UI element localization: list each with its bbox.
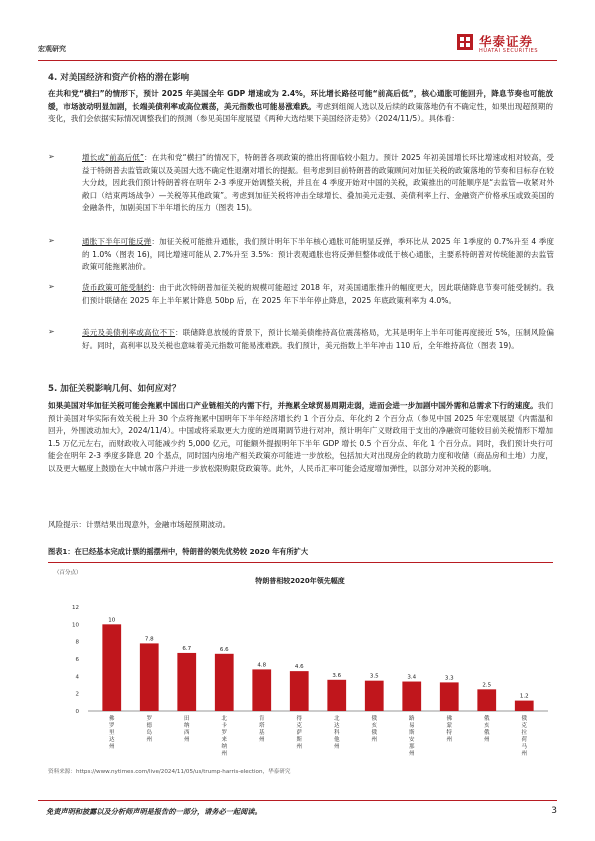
category-label-char: 俄 [483, 716, 490, 722]
section-5-plain: 我们预计美国对华实际有效关税上升 30 个点将拖累中国明年下半年经济增长约 1 个百分点、年化约 2 个百分点（参见中国 2025 年宏观展望《内需温和回升，外围波动加大》，2024/11/4）。中国或将采取更大力度的逆周期调节进行对冲，预计明年广义财政用于支出的净融资可能较目前关税情形下增加 1.5 万亿元左右，而财政收入可能减少约 5,000 亿元，可能额外提振明年下半年 GDP 增长 0.5 个百分点、年化 1 个百分点。同时，我们预计央行可能会在明年 2-3 季度多降息 20 个基点，同时国内房地产相关政策亦可能进一步放松，包括加大对出现房企的救助力度和收储（商品房和土地）力度，以及更大幅度上鼓励在大中城市落户并进一步放松限购限贷政策等。此外，人民币汇率可能会适度增加弹性，以部分对冲关税的影响。 [48, 401, 553, 473]
category-label-char: 得 [296, 716, 303, 722]
category-label-char: 德 [146, 723, 153, 729]
category-label-char: 拉 [521, 730, 528, 736]
category-label-char: 州 [146, 737, 153, 743]
bar-value-label: 2.5 [482, 682, 492, 689]
category-label-char: 纳 [183, 723, 190, 729]
category-label-char: 州 [296, 744, 303, 750]
bar [515, 701, 534, 711]
category-label-char: 罗 [108, 723, 115, 729]
category-label-char: 岛 [146, 730, 153, 736]
section-4-title: 4. 对美国经济和资产价格的潜在影响 [48, 73, 190, 83]
chart-unit-label: （百分点） [54, 570, 82, 576]
category-label-char: 基 [258, 730, 265, 736]
category-label-char: 路 [408, 716, 415, 722]
category-label-char: 罗 [146, 716, 153, 722]
category-label-char: 北 [333, 716, 340, 722]
bullet-head: 货币政策可能受制约 [82, 283, 152, 292]
arrow-bullet-icon: ➢ [48, 236, 55, 245]
category-label-char: 俄 [371, 716, 378, 722]
bar [290, 671, 309, 711]
category-label-char: 纳 [221, 744, 228, 750]
category-label-char: 肯 [258, 716, 265, 722]
bar-value-label: 3.3 [444, 675, 454, 682]
bar [252, 669, 271, 711]
category-label-char: 卡 [221, 723, 228, 729]
category-label-char: 那 [408, 744, 415, 750]
section-5-body [48, 400, 553, 476]
swing-state-bar-chart [48, 565, 553, 760]
category-label-char: 州 [183, 737, 190, 743]
category-label-char: 州 [221, 751, 228, 757]
y-tick-label: 4 [75, 674, 79, 681]
category-label-char: 达 [108, 737, 115, 743]
bar-value-label: 10 [108, 617, 116, 624]
section-tag: 宏观研究 [38, 45, 66, 53]
category-label-char: 佛 [446, 716, 453, 722]
category-label-char: 易 [408, 723, 415, 729]
intro-plain: 考虑到组阁人选以及后续的政策落地仍有不确定性，如果出现超预期的变化，我们会依据实际情况调整我们的预测（参见美国年度展望《两种大选结果下美国经济走势》（2024/11/5）。具体看： [48, 101, 554, 124]
bar-value-label: 3.4 [407, 674, 417, 681]
category-label-char: 州 [521, 751, 528, 757]
bar-value-label: 1.2 [519, 693, 529, 700]
disclaimer: 免责声明和披露以及分析师声明是报告的一部分，请务必一起阅读。 [46, 807, 262, 816]
bar [365, 681, 384, 711]
bar [477, 689, 496, 711]
bar-value-label: 6.7 [182, 645, 192, 652]
category-label-char: 俄 [521, 716, 528, 722]
intro-bold: 在共和党“横扫”的情形下，预计 2025 年美国全年 GDP 增速或为 2.4%，环比增长路径可能“前高后低”，核心通胀可能回升，降息节奏也可能放缓，市场波动明显加剧，长端美债利率或高位震荡，美元指数也可能易涨难跌。 [48, 89, 553, 111]
y-tick-label: 6 [75, 657, 79, 663]
category-label-char: 亥 [483, 723, 490, 729]
huatai-logo [457, 32, 557, 58]
category-label-char: 亥 [371, 723, 378, 729]
bar [215, 654, 234, 711]
figure-source: 资料来源：https://www.nytimes.com/live/2024/11/05/us/trump-harris-election，华泰研究 [48, 769, 291, 775]
section-5-bold: 如果美国对华加征关税可能会拖累中国出口产业链相关的内需下行，并拖累全球贸易周期走弱，进而会进一步加剧中国外需和总需求下行的速度。 [48, 401, 538, 410]
logo-text-en: HUATAI SECURITIES [479, 48, 539, 54]
bar-value-label: 3.5 [369, 673, 379, 680]
bar [177, 653, 196, 711]
category-label-char: 斯 [408, 730, 415, 736]
section-5-title: 5. 加征关税影响几何、如何应对？ [48, 384, 181, 394]
bullet-body: ：在共和党“横扫”的情况下，特朗普各项政策的推出将面临较小阻力。预计 2025 年初美国增长环比增速或相对较高，受益于特朗普去监管政策以及美国大选不确定性退潮对增长的提振。但考虑到目前特朗普的政策顾问对加征关税的政策落地的节奏和目标存在较大分歧，因此我们预计特朗普将在明年 2-3 季度开始调整关税，并且在 4 季度开始对中国的关税，政策推出的可能顺序是“去监管—收紧对外敞口（结束两场战争）—关税等其他政策”。考虑到加征关税将冲击全球增长、叠加美元走强、美债利率上行、金融资产价格承压或致美国的金融条件，加剧美国下半年增长的压力（图表 15)。 [82, 153, 555, 213]
huatai-logo-icon [457, 34, 473, 50]
category-label-char: 州 [446, 737, 453, 743]
category-label-char: 州 [333, 744, 340, 750]
bar [140, 643, 159, 711]
y-tick-label: 12 [72, 605, 79, 611]
category-label-char: 斯 [296, 737, 303, 743]
arrow-bullet-icon: ➢ [48, 152, 55, 161]
category-label-char: 克 [296, 723, 303, 729]
page-header [38, 36, 557, 61]
category-label-char: 特 [446, 730, 453, 736]
bullet-body: ：加征关税可能推升通胀，我们预计明年下半年核心通胀可能明显反弹，季环比从 2025 年 1季度的 0.7%升至 4 季度的 1.0%（图表 16)，同比增速可能从 2.7%升至 3.5%：预计表观通胀也将反弹但整体或低于核心通胀，主要系特朗普对传统能源的去监管政策可能拖累油价。 [82, 237, 554, 272]
bar-value-label: 7.8 [144, 636, 154, 643]
arrow-bullet-icon: ➢ [48, 282, 55, 291]
category-label-char: 州 [408, 751, 415, 757]
category-label-char: 里 [108, 730, 115, 736]
y-tick-label: 8 [75, 639, 79, 646]
category-label-char: 俄 [483, 730, 490, 736]
category-label-char: 蒙 [446, 723, 453, 729]
category-label-char: 佛 [108, 716, 115, 722]
category-label-char: 罗 [221, 730, 228, 736]
bar-value-label: 6.6 [219, 646, 229, 653]
y-tick-label: 10 [72, 622, 79, 629]
bullet-head: 通胀下半年可能反弹 [82, 237, 152, 246]
chart-category-labels [109, 714, 528, 757]
bar [402, 682, 421, 711]
chart-title: 特朗普相较2020年领先幅度 [255, 577, 345, 585]
category-label-char: 州 [258, 737, 265, 743]
bar [440, 682, 459, 711]
category-label-char: 他 [333, 737, 340, 743]
page-footer [38, 800, 557, 821]
category-label-char: 萨 [296, 730, 303, 736]
category-label-char: 来 [221, 737, 228, 743]
bullet-head: 美元及美债利率或高位不下 [82, 328, 176, 337]
bar-value-label: 4.8 [257, 662, 267, 669]
bar-value-label: 4.6 [294, 664, 304, 671]
category-label-char: 安 [408, 737, 415, 743]
bar-value-label: 3.6 [332, 672, 342, 679]
section-4-intro [48, 88, 553, 126]
arrow-bullet-icon: ➢ [48, 327, 55, 336]
category-label-char: 塔 [258, 723, 265, 729]
risk-note: 风险提示：计票结果出现意外，金融市场超预期波动。 [48, 520, 231, 529]
y-tick-label: 2 [75, 691, 79, 698]
category-label-char: 州 [108, 744, 115, 750]
bullet-head: 增长或“前高后低” [82, 153, 144, 162]
figure-title: 图表1：在已经基本完成计票的摇摆州中，特朗普的领先优势较 2020 年有所扩大 [48, 547, 553, 563]
category-label-char: 科 [333, 730, 340, 736]
bar [327, 680, 346, 711]
page-number: 3 [551, 806, 557, 816]
y-tick-label: 0 [75, 709, 79, 715]
category-label-char: 达 [333, 723, 340, 729]
category-label-char: 马 [521, 744, 528, 750]
bullet-body: ：由于此次特朗普加征关税的规模可能超过 2018 年，对美国通胀推升的幅度更大，因此联储降息节奏可能受制约。我们预计联储在 2025 年上半年累计降息 50bp 后，在 2025 年下半年停止降息，2025 年底政策利率为 4.0%。 [82, 283, 555, 305]
category-label-char: 州 [483, 737, 490, 743]
bullet-body: ：联储降息放缓的背景下，预计长端美债维持高位震荡格局，尤其是明年上半年可能再度接近 5%，压制风险偏好。同时，高利率以及关税也意味着美元指数可能易涨难跌。我们预计，美元指数上半年冲击 110 后，全年维持高位（图表 19)。 [82, 328, 554, 350]
chart-bars [102, 617, 533, 711]
logo-text-cn: 华泰证券 [479, 34, 534, 49]
category-label-char: 荷 [521, 737, 528, 743]
category-label-char: 州 [371, 737, 378, 743]
category-label-char: 俄 [371, 730, 378, 736]
category-label-char: 西 [183, 730, 190, 736]
category-label-char: 克 [521, 723, 528, 729]
bar [102, 624, 121, 711]
category-label-char: 田 [183, 716, 190, 722]
category-label-char: 北 [221, 716, 228, 722]
